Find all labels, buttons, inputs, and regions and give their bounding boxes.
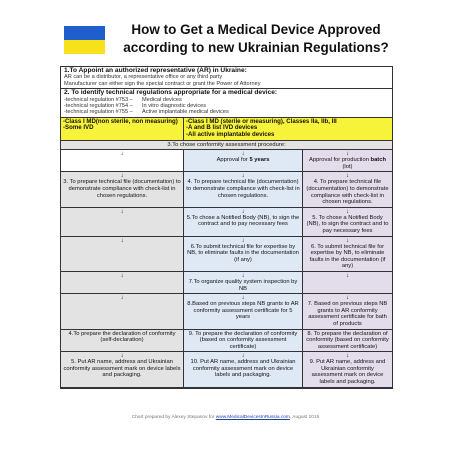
step-text: 6. To submit technical file for expertise by NB, to eliminate faults in the documentation (if any) (309, 243, 386, 270)
step-text: 4. To prepare technical file (documentation) to demonstrate compliance with check-list in chosen regulations. (186, 179, 300, 199)
arrow-icon: ↓ (346, 295, 349, 302)
step-1-title: 1.To Appoint an authorized representative (AR) in Ukraine: (64, 67, 247, 74)
approval-5-years: ↓ Approval for 5 years (184, 150, 303, 172)
arrow-icon: ↓ (241, 272, 245, 279)
step-prepare-file-col3 (303, 172, 392, 207)
arrow-icon: ↓ (61, 150, 184, 172)
arrow-icon: ↓ (303, 272, 392, 294)
page-title (106, 21, 406, 57)
arrow-icon: ↓ (346, 237, 349, 244)
footer-credit (60, 415, 391, 420)
arrow-icon: ↓ (241, 151, 245, 158)
arrow-icon: ↓ (61, 237, 184, 272)
step-2-title: 2. To identify technical regulations appropriate for a medical device: (64, 89, 278, 97)
step-2-section (61, 89, 392, 118)
step-1-line-2: Manufacturer can either sign the special contract or grant the Power of Attorney (64, 80, 261, 87)
class-low-risk: -Class I MD(non sterile, non measuring) -Some IVD (61, 118, 184, 141)
step-3-label: 3.To chose conformity assessment procedure: (61, 141, 392, 151)
arrow-icon: ↓ (120, 353, 124, 360)
step-1-section (61, 67, 392, 89)
step-prepare-file-col2 (184, 172, 303, 207)
regulation-code: -technical regulation #754 – (64, 103, 133, 110)
footer-link[interactable]: www.MedicalDevicesInRussia.com (215, 415, 290, 420)
title-line-1: How to Get a Medical Device Approved (131, 22, 381, 37)
step-quality-inspection (184, 272, 303, 294)
step-text: 5.To chose a Notified Body (NB), to sign the contract and to pay necessary fees (186, 214, 300, 228)
step-marking-col3 (303, 352, 392, 387)
step-choose-nb-col2 (184, 208, 303, 237)
step-text: 5. To chose a Notified Body (NB), to sign the contract and to pay necessary fees (306, 214, 389, 234)
arrow-icon: ↓ (346, 173, 349, 180)
regulation-desc: In vitro diagnostic devices (142, 103, 207, 110)
step-choose-nb-col3 (303, 208, 392, 237)
step-text: 4. To prepare technical file (documentation) to demonstrate compliance with check-list in chosen regulations. (306, 179, 389, 206)
arrow-icon: ↓ (61, 272, 184, 294)
step-submit-file-col2 (184, 237, 303, 272)
regulation-row (64, 109, 389, 115)
step-declaration-col1 (61, 330, 184, 353)
arrow-icon: ↓ (346, 151, 349, 158)
step-text: 3. To prepare technical file (documentation) to demonstrate compliance with check-list in chosen regulations. (63, 179, 181, 199)
step-text: 8.Based on previous steps NB grants to AR conformity assessment certificate for 5 years (187, 301, 299, 321)
step-marking-col1 (61, 352, 184, 387)
flowchart-table (60, 66, 393, 389)
arrow-icon: ↓ (241, 295, 245, 302)
regulation-code: -technical regulation #755 – (64, 109, 133, 116)
regulation-desc: Active implantable medical devices (142, 109, 229, 116)
class-high-risk: -Class I MD (sterile or measuring), Classes IIa, IIb, III -A and B list IVD devices -All active implantable devices (184, 118, 392, 141)
step-submit-file-col3 (303, 237, 392, 272)
step-1-line-1: AR can be a distributor, a representative office or any third party (64, 74, 223, 81)
step-text: 8. To prepare the declaration of conformity (based on conformity assessment certificate) (306, 330, 389, 350)
step-marking-col2 (184, 352, 303, 387)
footer-prefix: Chart prepared by Alexey Stepanov for (131, 415, 215, 420)
arrow-icon: ↓ (346, 208, 349, 215)
step-text: 6.To submit technical file for expertise by NB, to eliminate faults in the documentation (if any) (187, 243, 299, 263)
flag-yellow-stripe (64, 40, 105, 54)
regulation-code: -technical regulation #753 – (64, 96, 133, 103)
step-text: 7. Based on previous steps NB grants to AR conformity assessment certificate for bath of products (307, 301, 388, 327)
title-line-2: according to new Ukrainian Regulations? (123, 40, 389, 55)
arrow-icon: ↓ (241, 237, 245, 244)
arrow-icon: ↓ (241, 208, 245, 215)
step-certificate-col3 (303, 294, 392, 329)
step-text: 10. Put AR name, address and Ukrainian conformity assessment mark on device labels and packaging. (190, 359, 296, 379)
step-prepare-file-col1 (61, 172, 184, 207)
arrow-icon: ↓ (241, 173, 245, 180)
step-text: 9. Put AR name, address and Ukrainian conformity assessment mark on device labels and packaging. (309, 359, 386, 386)
arrow-icon: ↓ (61, 208, 184, 237)
arrow-icon: ↓ (346, 353, 349, 360)
procedure-grid (61, 118, 392, 388)
regulation-desc: Medical devices (142, 96, 182, 103)
approval-batch: ↓ Approval for production batch (lot) (303, 150, 392, 172)
step-text: 7.To organize quality system inspection by NB (188, 278, 298, 292)
step-certificate-col2 (184, 294, 303, 329)
arrow-icon: ↓ (241, 353, 245, 360)
step-text: 5. Put AR name, address and Ukrainian conformity assessment mark on device labels and packaging. (63, 359, 181, 379)
ukraine-flag (64, 26, 105, 54)
arrow-icon: ↓ (61, 294, 184, 329)
step-text: 9. To prepare the declaration of conformity (based on conformity assessment certificate) (188, 330, 298, 350)
step-declaration-col3 (303, 330, 392, 353)
arrow-icon: ↓ (120, 173, 124, 180)
step-declaration-col2 (184, 330, 303, 353)
flag-blue-stripe (64, 26, 105, 40)
step-text: 4.To prepare the declaration of conformity (self-declaration) (68, 330, 176, 344)
footer-suffix: , August 2015 (289, 415, 320, 420)
